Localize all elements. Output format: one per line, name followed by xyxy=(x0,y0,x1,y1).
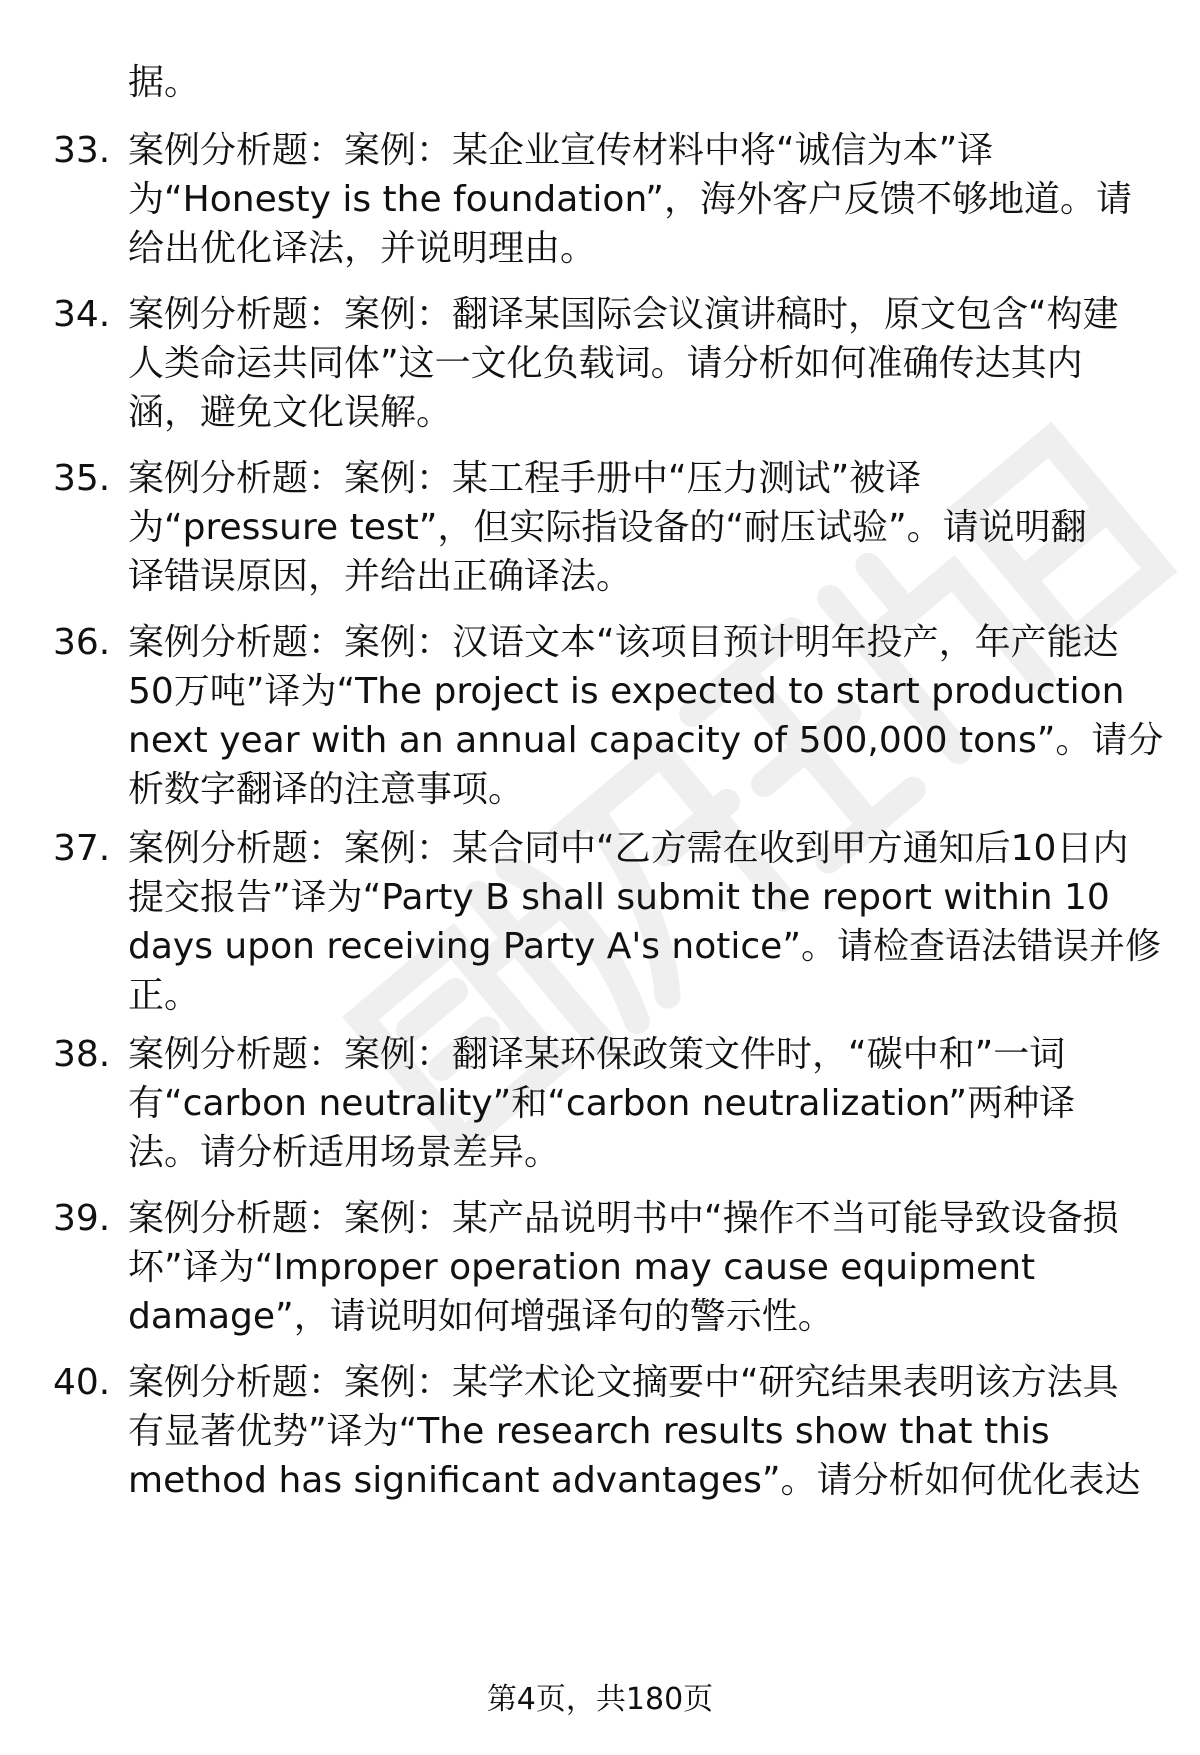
question-number: 36. xyxy=(53,622,111,663)
question-text xyxy=(128,1194,1160,1341)
question-line: 案例分析题：案例：某学术论文摘要中“研究结果表明该方法具 xyxy=(128,1362,1119,1403)
question-line: next year with an annual capacity of 500,000 tons”。请分 xyxy=(128,720,1164,761)
question-line: 给出优化译法，并说明理由。 xyxy=(128,228,597,269)
question-number: 35. xyxy=(53,458,111,499)
question-number: 34. xyxy=(53,294,111,335)
question-line: days upon receiving Party A's notice”。请检查语法错误并修 xyxy=(128,926,1161,967)
question-line: 析数字翻译的注意事项。 xyxy=(128,769,525,810)
question-text xyxy=(128,290,1160,437)
question-line: 正。 xyxy=(128,975,201,1016)
question-number: 39. xyxy=(53,1198,111,1239)
question-line: 案例分析题：案例：翻译某环保政策文件时，“碳中和”一词 xyxy=(128,1034,1066,1075)
question-line: 涵，避免文化误解。 xyxy=(128,392,453,433)
question-line: 案例分析题：案例：某合同中“乙方需在收到甲方通知后10日内 xyxy=(128,828,1129,869)
question-line: 为“pressure test”，但实际指设备的“耐压试验”。请说明翻 xyxy=(128,507,1087,548)
question-line: 案例分析题：案例：翻译某国际会议演讲稿时，原文包含“构建 xyxy=(128,294,1119,335)
question-line: 译错误原因，并给出正确译法。 xyxy=(128,556,633,597)
question-text xyxy=(128,126,1160,273)
question-number: 38. xyxy=(53,1034,111,1075)
question-number: 40. xyxy=(53,1362,111,1403)
continuation-text: 据。 xyxy=(128,62,201,103)
question-line: 案例分析题：案例：某企业宣传材料中将“诚信为本”译 xyxy=(128,130,994,171)
question-line: 坏”译为“Improper operation may cause equipment xyxy=(128,1247,1036,1288)
question-line: 案例分析题：案例：某工程手册中“压力测试”被译 xyxy=(128,458,922,499)
question-line: 提交报告”译为“Party B shall submit the report within 10 xyxy=(128,877,1110,918)
question-line: 为“Honesty is the foundation”，海外客户反馈不够地道。请 xyxy=(128,179,1132,220)
question-line: 案例分析题：案例：汉语文本“该项目预计明年投产，年产能达 xyxy=(128,622,1119,663)
question-text xyxy=(128,1358,1160,1505)
question-text xyxy=(128,1030,1160,1177)
question-text xyxy=(128,618,1164,814)
question-line: 有“carbon neutrality”和“carbon neutralization”两种译 xyxy=(128,1083,1076,1124)
question-text xyxy=(128,824,1160,1020)
page-number: 第4页，共180页 xyxy=(486,1682,714,1717)
question-line: 50万吨”译为“The project is expected to start production xyxy=(128,671,1125,712)
question-line: 法。请分析适用场景差异。 xyxy=(128,1132,561,1173)
question-number: 33. xyxy=(53,130,111,171)
question-line: 案例分析题：案例：某产品说明书中“操作不当可能导致设备损 xyxy=(128,1198,1119,1239)
question-line: method has significant advantages”。请分析如何优化表达 xyxy=(128,1460,1141,1501)
question-line: 有显著优势”译为“The research results show that this xyxy=(128,1411,1050,1452)
question-text xyxy=(128,454,1160,601)
question-line: 人类命运共同体”这一文化负载词。请分析如何准确传达其内 xyxy=(128,343,1083,384)
question-number: 37. xyxy=(53,828,111,869)
question-line: damage”，请说明如何增强译句的警示性。 xyxy=(128,1296,834,1337)
